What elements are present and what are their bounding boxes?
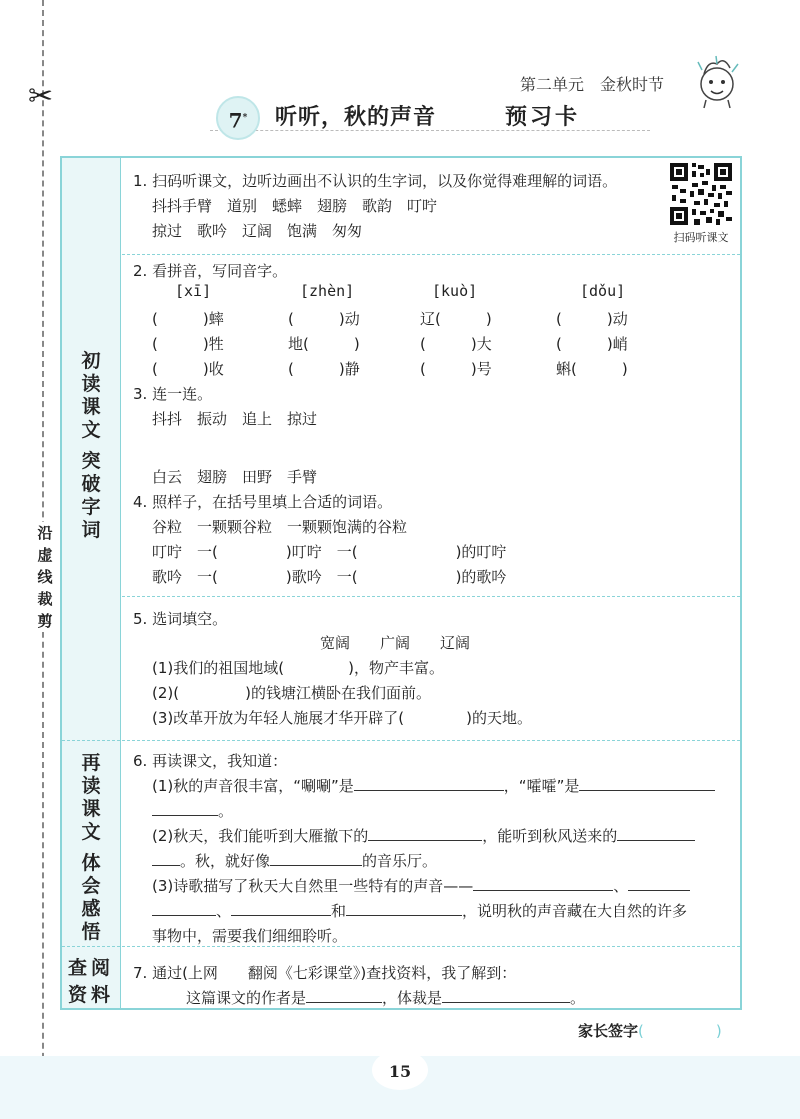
- text: ，能听到秋风送来的: [482, 827, 618, 845]
- q4-row2[interactable]: [152, 566, 506, 587]
- blank-cell[interactable]: ( )收: [152, 360, 224, 378]
- text: 歌吟 一(: [152, 568, 218, 586]
- text: (2)(: [152, 684, 180, 702]
- text: 这篇课文的作者是: [186, 989, 307, 1007]
- q1-words-row1: 抖抖手臂 道别 蟋蟀 翅膀 歌韵 叮咛: [152, 197, 438, 215]
- answer-line[interactable]: [152, 801, 218, 816]
- text: (2)秋天，我们能听到大雁撤下的: [152, 827, 369, 845]
- blank-cell[interactable]: ( )动: [556, 310, 628, 328]
- side-label-read: 初读课文: [81, 350, 101, 441]
- blank-cell[interactable]: ( )动: [288, 310, 360, 328]
- text: )的叮咛: [455, 543, 507, 561]
- blank-cell[interactable]: 蝌( ): [556, 360, 628, 378]
- text: )的天地。: [466, 709, 532, 727]
- text: ，“嚯嚯”是: [503, 777, 580, 795]
- close-paren: ): [715, 1022, 722, 1040]
- answer-line[interactable]: [152, 901, 216, 916]
- text: 、: [216, 902, 232, 920]
- text: )的钱塘江横卧在我们面前。: [245, 684, 431, 702]
- lesson-number: 7: [228, 108, 243, 133]
- answer-line[interactable]: [306, 988, 382, 1003]
- lesson-number-badge: [216, 96, 260, 140]
- pinyin-2: [zhèn]: [300, 282, 355, 300]
- q6-line3[interactable]: [152, 825, 695, 846]
- blank-cell[interactable]: ( )峭: [556, 335, 628, 353]
- text: 的音乐厅。: [362, 852, 438, 870]
- q6-line7: 事物中，需要我们细细聆听。: [152, 927, 348, 945]
- blank-cell[interactable]: ( )号: [420, 360, 492, 378]
- q5-sentence3[interactable]: [152, 707, 532, 728]
- open-paren: (: [638, 1022, 644, 1040]
- q6-line5[interactable]: [152, 875, 690, 896]
- q4-example: 谷粒 一颗颗谷粒 一颗颗饱满的谷粒: [152, 518, 408, 536]
- qr-caption: 扫码听课文: [673, 231, 729, 244]
- qr-code-icon[interactable]: [670, 163, 732, 225]
- q5-sentence2[interactable]: [152, 682, 431, 703]
- text: 、: [613, 877, 629, 895]
- page-number: 15: [372, 1050, 428, 1090]
- q6-line6[interactable]: [152, 900, 687, 921]
- q3-bottom-words[interactable]: 白云 翅膀 田野 手臂: [152, 468, 318, 486]
- q1-prompt: 1. 扫码听课文，边听边画出不认识的生字词，以及你觉得难理解的词语。: [133, 172, 618, 190]
- question-divider: [122, 254, 740, 255]
- unit-label: 第二单元 金秋时节: [520, 75, 665, 94]
- text: ，体裁是: [382, 989, 443, 1007]
- answer-line[interactable]: [346, 901, 462, 916]
- answer-line[interactable]: [617, 826, 695, 841]
- text: )，物产丰富。: [348, 659, 444, 677]
- text: 。: [570, 989, 586, 1007]
- blank-cell[interactable]: 地( ): [288, 335, 360, 353]
- text: (1)秋的声音很丰富，“唰唰”是: [152, 777, 354, 795]
- section-divider: [62, 740, 740, 741]
- column-divider: [120, 158, 121, 1008]
- pinyin-1: [xī]: [175, 282, 212, 300]
- text: 和: [331, 902, 347, 920]
- answer-line[interactable]: [442, 988, 570, 1003]
- answer-line[interactable]: [152, 851, 180, 866]
- q6-line2[interactable]: [152, 800, 233, 821]
- answer-line[interactable]: [628, 876, 690, 891]
- blank-cell[interactable]: ( )蟀: [152, 310, 224, 328]
- text: ，说明秋的声音藏在大自然的许多: [462, 902, 688, 920]
- text: 叮咛 一(: [152, 543, 218, 561]
- q6-prompt: 6. 再读课文，我知道：: [133, 752, 288, 770]
- side-label-feel: 体会感悟: [81, 852, 101, 943]
- card-title: 预习卡: [505, 105, 581, 130]
- text: (1)我们的祖国地域(: [152, 659, 285, 677]
- q5-sentence1[interactable]: [152, 657, 444, 678]
- signature-label: 家长签字: [578, 1022, 639, 1040]
- cut-instruction: 沿虚线裁剪: [37, 524, 53, 630]
- side-label-research: 查阅资料: [67, 957, 114, 1006]
- pinyin-4: [dǒu]: [580, 282, 626, 300]
- lesson-mark: *: [242, 113, 248, 123]
- answer-line[interactable]: [270, 851, 362, 866]
- q6-line4[interactable]: [152, 850, 437, 871]
- text: 。: [218, 802, 234, 820]
- text: (3)诗歌描写了秋天大自然里一些特有的声音——: [152, 877, 474, 895]
- q5-options: 宽阔 广阔 辽阔: [320, 634, 471, 652]
- q3-prompt: 3. 连一连。: [133, 385, 213, 403]
- q2-prompt: 2. 看拼音，写同音字。: [133, 262, 288, 280]
- mascot-icon: [694, 54, 740, 110]
- side-label-words: 突破字词: [81, 450, 101, 541]
- blank-cell[interactable]: ( )牲: [152, 335, 224, 353]
- blank-cell[interactable]: 辽( ): [420, 310, 492, 328]
- text: (3)改革开放为年轻人施展才华开辟了(: [152, 709, 405, 727]
- answer-line[interactable]: [354, 776, 504, 791]
- text: )叮咛 一(: [285, 543, 358, 561]
- q1-words-row2: 掠过 歌吟 辽阔 饱满 匆匆: [152, 222, 363, 240]
- answer-line[interactable]: [368, 826, 482, 841]
- q4-row1[interactable]: [152, 541, 506, 562]
- q7-answer-line[interactable]: [186, 987, 585, 1008]
- q3-top-words[interactable]: 抖抖 振动 追上 掠过: [152, 410, 318, 428]
- side-label-reread: 再读课文: [81, 752, 101, 843]
- parent-signature[interactable]: [578, 1020, 722, 1041]
- pinyin-3: [kuò]: [432, 282, 478, 300]
- q6-line1[interactable]: [152, 775, 715, 796]
- q4-prompt: 4. 照样子，在括号里填上合适的词语。: [133, 493, 393, 511]
- blank-cell[interactable]: ( )大: [420, 335, 492, 353]
- blank-cell[interactable]: ( )静: [288, 360, 360, 378]
- question-divider: [122, 596, 740, 597]
- answer-line[interactable]: [231, 901, 331, 916]
- answer-line[interactable]: [473, 876, 613, 891]
- section-divider: [62, 946, 740, 947]
- lesson-title: 听听，秋的声音: [275, 105, 437, 130]
- text: 。秋，就好像: [180, 852, 271, 870]
- text: )歌吟 一(: [285, 568, 358, 586]
- text: )的歌吟: [455, 568, 507, 586]
- q7-prompt: 7. 通过(上网 翻阅《七彩课堂》)查找资料，我了解到：: [133, 964, 517, 982]
- answer-line[interactable]: [579, 776, 715, 791]
- q5-prompt: 5. 选词填空。: [133, 610, 228, 628]
- scissors-icon: ✂: [28, 79, 54, 114]
